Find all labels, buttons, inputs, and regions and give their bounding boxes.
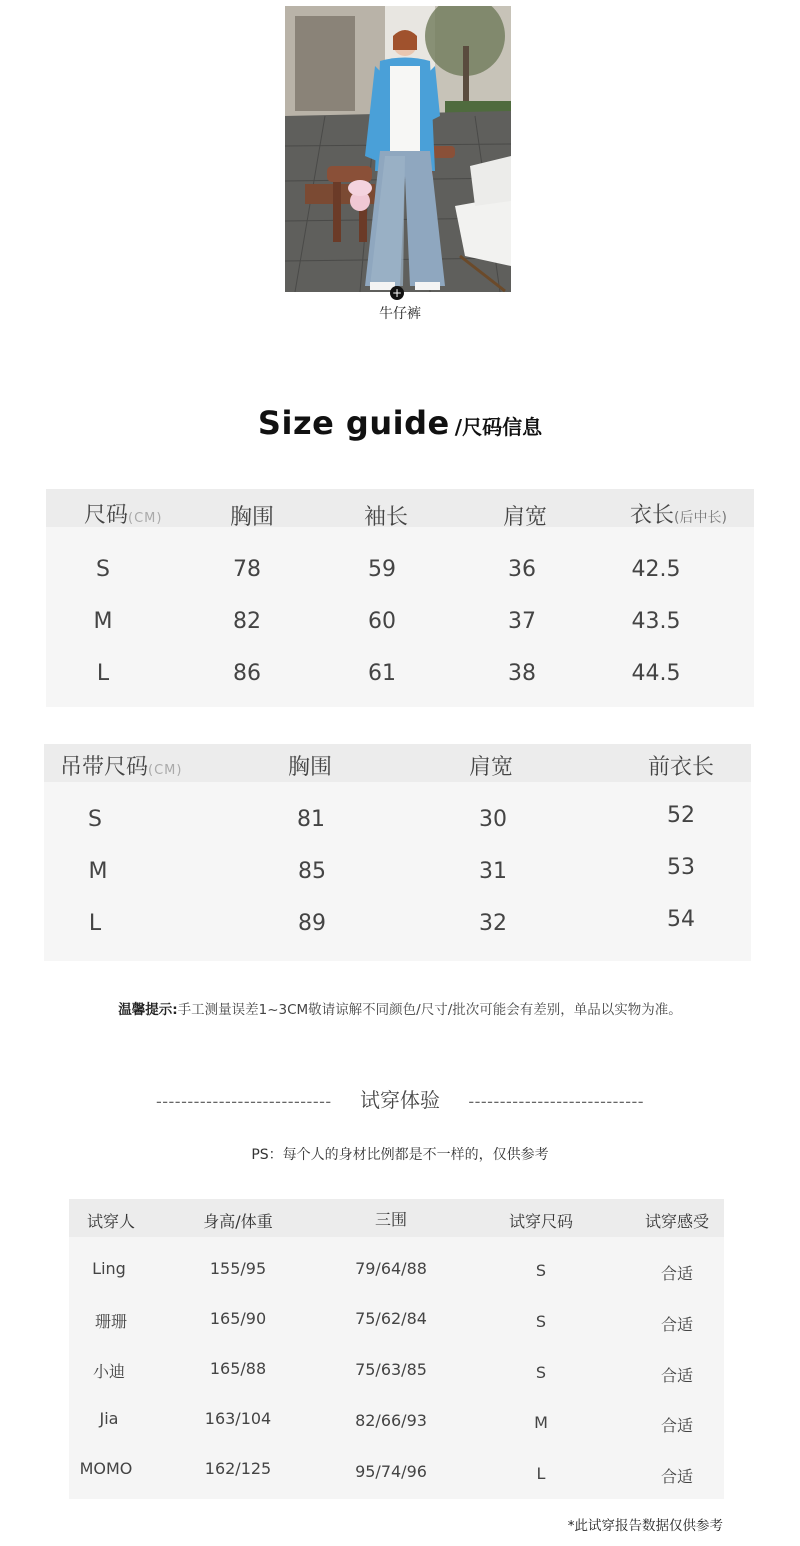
header-height-weight: 身高/体重 (203, 1212, 273, 1231)
table-row-cell: 小迪 (92, 1362, 126, 1381)
table-row-cell: 珊珊 (94, 1312, 128, 1331)
table-row-cell: 79/64/88 (355, 1259, 427, 1278)
header-front-length: 前衣长 (647, 755, 715, 780)
table-row-cell: 52 (667, 803, 695, 828)
table-row-cell: M (534, 1413, 548, 1432)
table-row-cell: MOMO (79, 1459, 133, 1478)
table-row-cell: 42.5 (631, 557, 681, 582)
table-row-cell: 75/63/85 (355, 1360, 427, 1379)
table-row-cell: 合适 (660, 1467, 694, 1486)
table-row-cell: 162/125 (204, 1459, 272, 1478)
table-row-cell: S (535, 1363, 547, 1382)
header-chest: 胸围 (229, 505, 275, 530)
header-measurements: 三围 (374, 1210, 408, 1229)
table-row-cell: 59 (368, 557, 396, 582)
table-row-cell: Ling (92, 1259, 126, 1278)
header-chest: 胸围 (287, 755, 333, 780)
table-row-cell: M (88, 859, 108, 884)
table-row-cell: 163/104 (204, 1409, 272, 1428)
table-row-cell: M (93, 609, 113, 634)
table-row-cell: S (96, 557, 110, 582)
table-row-cell: 82/66/93 (355, 1411, 427, 1430)
table-row-cell: 53 (667, 855, 695, 880)
table-row-cell: L (536, 1464, 546, 1483)
table-row-cell: 165/90 (209, 1309, 267, 1328)
table-row-cell: 61 (368, 661, 396, 686)
product-label[interactable]: 牛仔裤 (379, 306, 421, 322)
header-shoulder: 肩宽 (468, 755, 514, 780)
header-size: 尺码(CM) (84, 503, 163, 528)
size-guide-title (0, 404, 800, 442)
table-row-cell: 36 (508, 557, 536, 582)
table-row-cell: 155/95 (209, 1259, 267, 1278)
divider-right: ---------------------------- (468, 1092, 645, 1111)
table-row-cell: 43.5 (631, 609, 681, 634)
plus-icon[interactable]: + (391, 286, 403, 300)
header-camisole-size: 吊带尺码(CM) (60, 755, 183, 780)
table-row-cell: 86 (233, 661, 261, 686)
tip-body: 手工测量误差1~3CM敬请谅解不同颜色/尺寸/批次可能会有差别，单品以实物为准。 (177, 1002, 682, 1018)
table-row-cell: 75/62/84 (355, 1309, 427, 1328)
table-row-cell: 32 (479, 911, 507, 936)
tryon-title: 试穿体验 (360, 1088, 440, 1112)
table-row-cell: L (88, 911, 102, 936)
divider-left: ---------------------------- (155, 1092, 332, 1111)
table-row-cell: 54 (667, 907, 695, 932)
table-row-cell: 31 (479, 859, 507, 884)
header-shoulder: 肩宽 (502, 505, 548, 530)
table-row-cell: S (88, 807, 102, 832)
table-row-cell: S (535, 1312, 547, 1331)
table-row-cell: 38 (508, 661, 536, 686)
table-row-cell: 95/74/96 (355, 1462, 427, 1481)
table-row-cell: 81 (297, 807, 325, 832)
tip-label: 温馨提示: (118, 1002, 178, 1018)
tip-text (0, 998, 800, 1018)
size-guide-title-en: Size guide (257, 404, 450, 442)
table-row-cell: 165/88 (209, 1359, 267, 1378)
table-row-cell: 89 (298, 911, 326, 936)
product-photo (285, 6, 511, 292)
table-row-cell: 合适 (660, 1366, 694, 1385)
table-row-cell: 合适 (660, 1315, 694, 1334)
table-row-cell: Jia (99, 1409, 119, 1428)
header-length: 衣长(后中长) (630, 503, 727, 528)
tryon-ps-note: PS：每个人的身材比例都是不一样的，仅供参考 (251, 1147, 549, 1163)
tryon-heading (0, 1084, 800, 1113)
header-tester: 试穿人 (86, 1212, 136, 1231)
table-row-cell: 合适 (660, 1264, 694, 1283)
table-row-cell: 82 (233, 609, 261, 634)
table-row-cell: S (535, 1261, 547, 1280)
tryon-table (69, 1199, 724, 1499)
table-row-cell: 85 (298, 859, 326, 884)
table-row-cell: 78 (233, 557, 261, 582)
footnote: *此试穿报告数据仅供参考 (567, 1518, 723, 1534)
table-row-cell: 60 (368, 609, 396, 634)
table-row-cell: 37 (508, 609, 536, 634)
header-tried-size: 试穿尺码 (508, 1212, 574, 1231)
size-guide-title-cn: /尺码信息 (454, 415, 543, 439)
table-row-cell: L (96, 661, 110, 686)
table-row-cell: 44.5 (631, 661, 681, 686)
header-sleeve: 袖长 (363, 505, 409, 530)
header-feeling: 试穿感受 (644, 1212, 710, 1231)
table-row-cell: 30 (479, 807, 507, 832)
table-row-cell: 合适 (660, 1416, 694, 1435)
